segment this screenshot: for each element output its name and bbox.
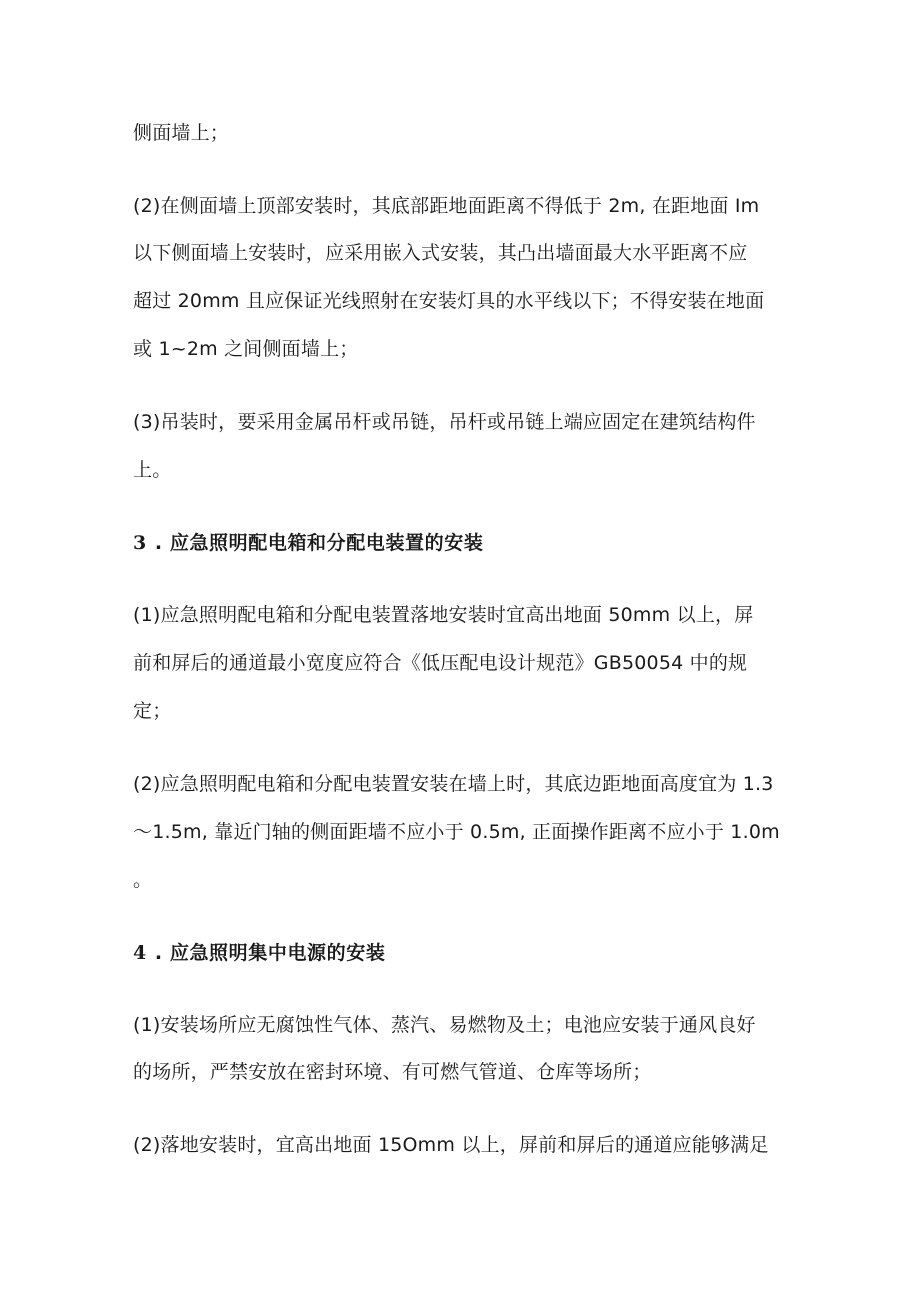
paragraph-line: 。	[133, 869, 153, 891]
paragraph-line: (1)应急照明配电箱和分配电装置落地安装时宜高出地面 50mm 以上，屏	[133, 604, 754, 626]
paragraph-line: (3)吊装时，要采用金属吊杆或吊链，吊杆或吊链上端应固定在建筑结构件	[133, 411, 756, 433]
paragraph-line: (2)在侧面墙上顶部安装时，其底部距地面距离不得低于 2m, 在距地面 Im	[133, 195, 760, 217]
section-title: . 应急照明配电箱和分配电装置的安装	[154, 532, 484, 554]
section-title: . 应急照明集中电源的安装	[154, 942, 386, 964]
paragraph-line: 超过 20mm 且应保证光线照射在安装灯具的水平线以下；不得安装在地面	[133, 290, 765, 312]
paragraph-line: (2)落地安装时，宜高出地面 15Omm 以上，屏前和屏后的通道应能够满足	[133, 1134, 769, 1156]
section-heading-4	[133, 940, 385, 966]
paragraph-line: 定；	[133, 700, 172, 722]
paragraph-line: 以下侧面墙上安装时，应采用嵌入式安装，其凸出墙面最大水平距离不应	[133, 242, 748, 264]
paragraph-line: 的场所，严禁安放在密封环境、有可燃气管道、仓库等场所；	[133, 1061, 652, 1083]
section-heading-3	[133, 530, 483, 556]
paragraph-line: 或 1~2m 之间侧面墙上；	[133, 338, 359, 360]
paragraph-line: (2)应急照明配电箱和分配电装置安装在墙上时，其底边距地面高度宜为 1.3	[133, 773, 774, 795]
section-number: 3	[133, 532, 147, 554]
paragraph-line: 上。	[133, 459, 172, 481]
section-number: 4	[133, 942, 147, 964]
paragraph-line: 前和屏后的通道最小宽度应符合《低压配电设计规范》GB50054 中的规	[133, 652, 748, 674]
paragraph-line: ～1.5m, 靠近门轴的侧面距墙不应小于 0.5m, 正面操作距离不应小于 1.0m	[133, 821, 780, 843]
paragraph-line: (1)安装场所应无腐蚀性气体、蒸汽、易燃物及土；电池应安装于通风良好	[133, 1014, 756, 1036]
paragraph-line: 侧面墙上；	[133, 122, 230, 144]
